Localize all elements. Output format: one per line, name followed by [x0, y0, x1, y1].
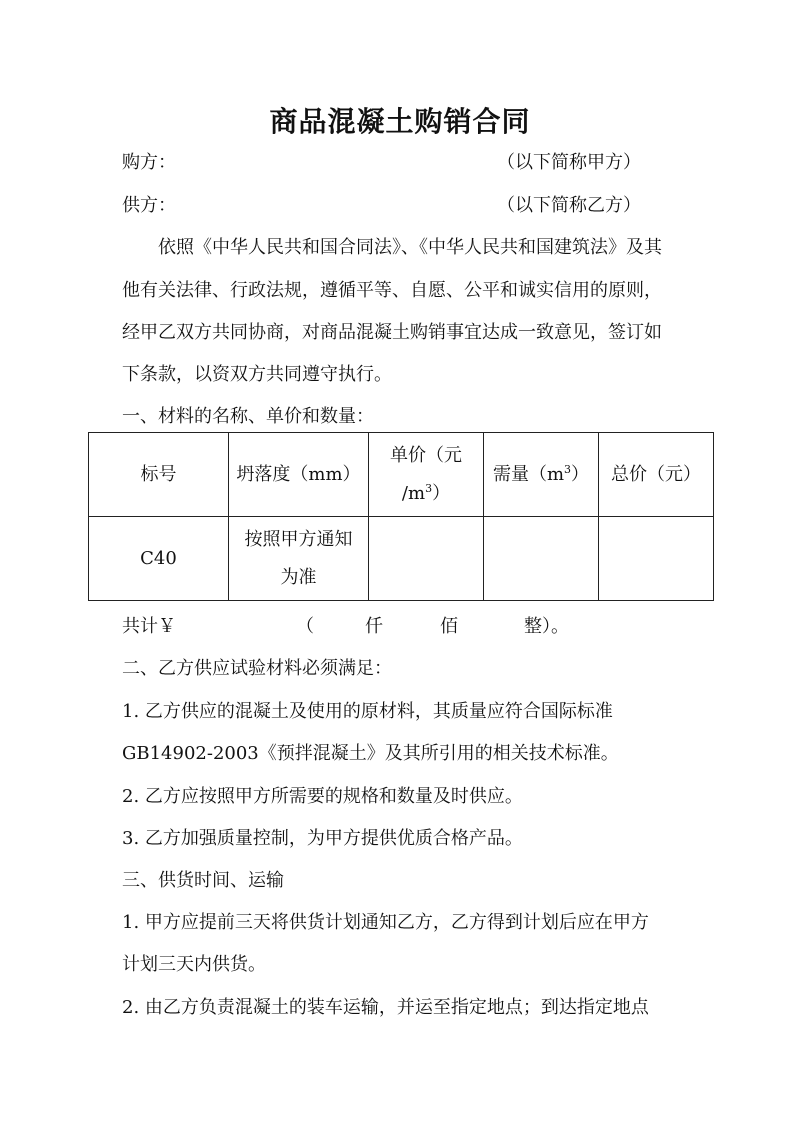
seller-label: 供方： — [122, 195, 176, 216]
cell-slump — [229, 517, 369, 601]
total-open-paren: （ — [296, 616, 314, 637]
buyer-label: 购方： — [122, 152, 176, 173]
header-slump: 坍落度（mm） — [229, 433, 369, 517]
preamble-line-1: 依照《中华人民共和国合同法》、《中华人民共和国建筑法》及其 — [158, 237, 662, 258]
cell-slump-line1: 按照甲方通知 — [244, 528, 353, 550]
table-row — [89, 517, 714, 601]
header-unit-price — [369, 433, 484, 517]
seller-note: （以下简称乙方） — [497, 195, 641, 216]
section2-item1-line2: GB14902-2003《预拌混凝土》及其所引用的相关技术标准。 — [122, 743, 619, 764]
document-title: 商品混凝土购销合同 — [269, 105, 531, 138]
buyer-note: （以下简称甲方） — [497, 152, 641, 173]
header-quantity — [484, 433, 599, 517]
header-quantity-close: ） — [571, 463, 590, 485]
total-line — [122, 612, 722, 642]
total-unit-bai: 佰 — [440, 616, 458, 637]
header-quantity-sup: 3 — [564, 462, 572, 476]
cell-total-price — [599, 517, 714, 601]
table-header-row — [89, 433, 714, 517]
header-unit-price-line2: /m — [401, 482, 426, 504]
section2-heading: 二、乙方供应试验材料必须满足： — [122, 658, 392, 679]
materials-table — [88, 432, 714, 601]
section3-heading: 三、供货时间、运输 — [122, 870, 284, 891]
header-unit-price-close: ） — [432, 482, 451, 504]
section1-heading: 一、材料的名称、单价和数量： — [122, 406, 374, 427]
preamble-line-4: 下条款，以资双方共同遵守执行。 — [122, 364, 392, 385]
total-unit-qian: 仟 — [365, 616, 383, 637]
header-unit-price-sup: 3 — [425, 481, 433, 495]
preamble-line-3: 经甲乙双方共同协商，对商品混凝土购销事宜达成一致意见，签订如 — [122, 322, 662, 343]
section3-item1-line2: 计划三天内供货。 — [122, 954, 266, 975]
section2-item3: 3. 乙方加强质量控制，为甲方提供优质合格产品。 — [122, 828, 523, 849]
header-grade: 标号 — [89, 433, 229, 517]
cell-slump-line2: 为准 — [280, 566, 317, 588]
header-total-price: 总价（元） — [599, 433, 714, 517]
section3-item1-line1: 1. 甲方应提前三天将供货计划通知乙方，乙方得到计划后应在甲方 — [122, 912, 649, 933]
header-quantity-text: 需量（m — [492, 463, 565, 485]
section3-item2: 2. 由乙方负责混凝土的装车运输，并运至指定地点；到达指定地点 — [122, 997, 649, 1018]
total-unit-zheng: 整）。 — [524, 616, 569, 637]
section2-item1-line1: 1. 乙方供应的混凝土及使用的原材料，其质量应符合国际标准 — [122, 701, 613, 722]
header-unit-price-line1: 单价（元 — [390, 444, 462, 466]
total-prefix: 共计￥ — [122, 616, 176, 637]
preamble-line-2: 他有关法律、行政法规，遵循平等、自愿、公平和诚实信用的原则， — [122, 280, 662, 301]
cell-quantity — [484, 517, 599, 601]
cell-grade: C40 — [89, 517, 229, 601]
section2-item2: 2. 乙方应按照甲方所需要的规格和数量及时供应。 — [122, 786, 523, 807]
cell-unit-price — [369, 517, 484, 601]
